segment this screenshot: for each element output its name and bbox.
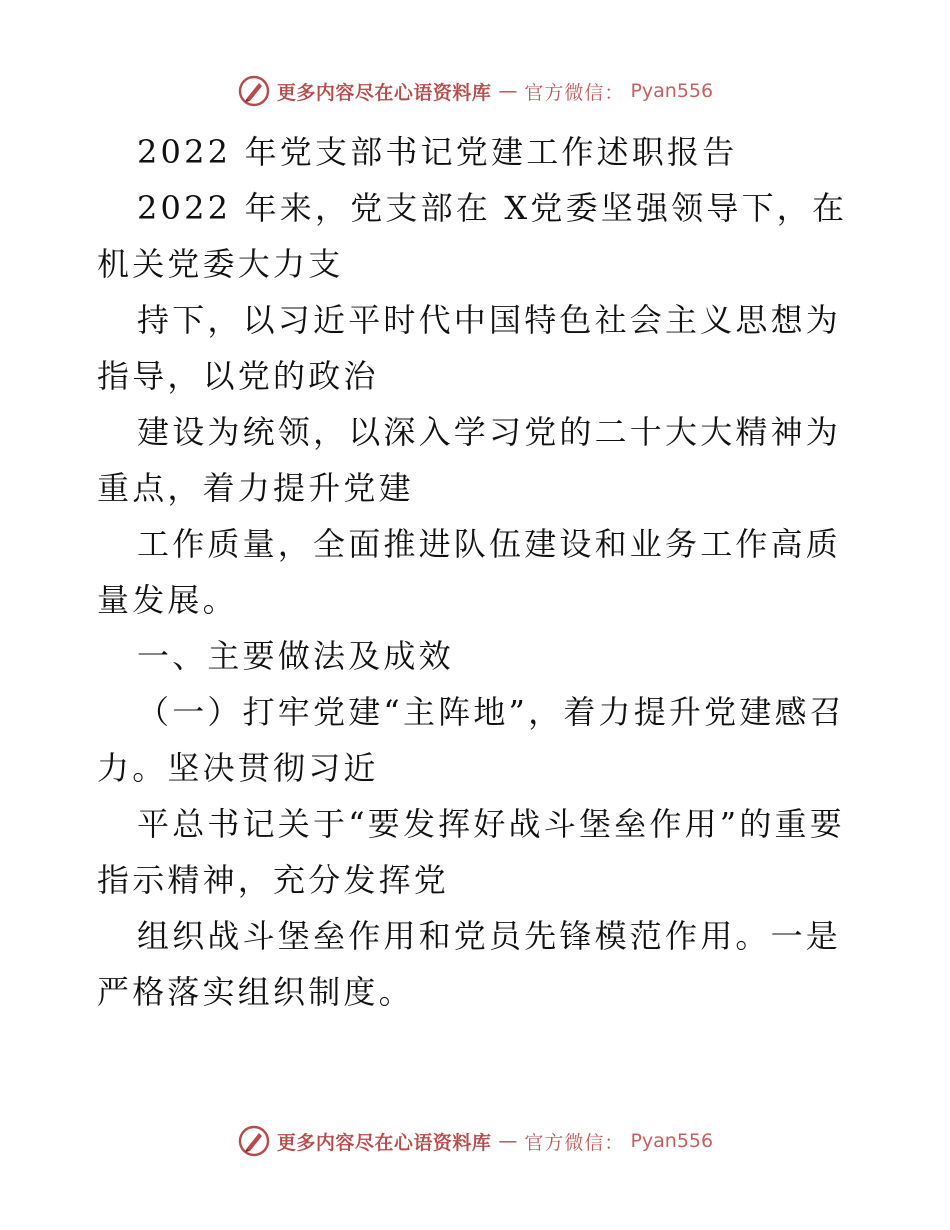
document-body — [97, 124, 857, 1020]
watermark-sub-text: 官方微信： — [524, 1131, 625, 1154]
watermark-dash: — — [498, 80, 518, 102]
paragraph: 组织战斗堡垒作用和党员先锋模范作用。一是严格落实组织制度。 — [97, 917, 842, 1011]
watermark-wechat-id: Pyan556 — [630, 80, 714, 102]
paragraph: 平总书记关于“要发挥好战斗堡垒作用”的重要指示精神，充分发挥党 — [97, 805, 845, 899]
watermark-wechat-id: Pyan556 — [630, 1130, 714, 1152]
pen-logo-icon — [237, 1124, 271, 1158]
paragraph: 持下，以习近平时代中国特色社会主义思想为指导，以党的政治 — [97, 301, 842, 395]
paragraph: 2022 年来，党支部在 X党委坚强领导下，在机关党委大力支 — [97, 189, 848, 283]
document-title: 2022 年党支部书记党建工作述职报告 — [137, 133, 738, 171]
paragraph: （一）打牢党建“主阵地”，着力提升党建感召力。坚决贯彻习近 — [97, 693, 845, 787]
pen-logo-icon — [237, 74, 271, 108]
watermark-main-text: 更多内容尽在心语资料库 — [276, 1131, 492, 1154]
paragraph: 建设为统领，以深入学习党的二十大大精神为重点，着力提升党建 — [97, 413, 842, 507]
header-watermark — [0, 74, 950, 108]
watermark-sub-text: 官方微信： — [524, 81, 625, 104]
footer-watermark — [0, 1124, 950, 1158]
watermark-main-text: 更多内容尽在心语资料库 — [276, 81, 492, 104]
watermark-dash: — — [498, 1130, 518, 1152]
paragraph: 工作质量，全面推进队伍建设和业务工作高质量发展。 — [97, 525, 842, 619]
section-heading: 一、主要做法及成效 — [137, 637, 454, 675]
